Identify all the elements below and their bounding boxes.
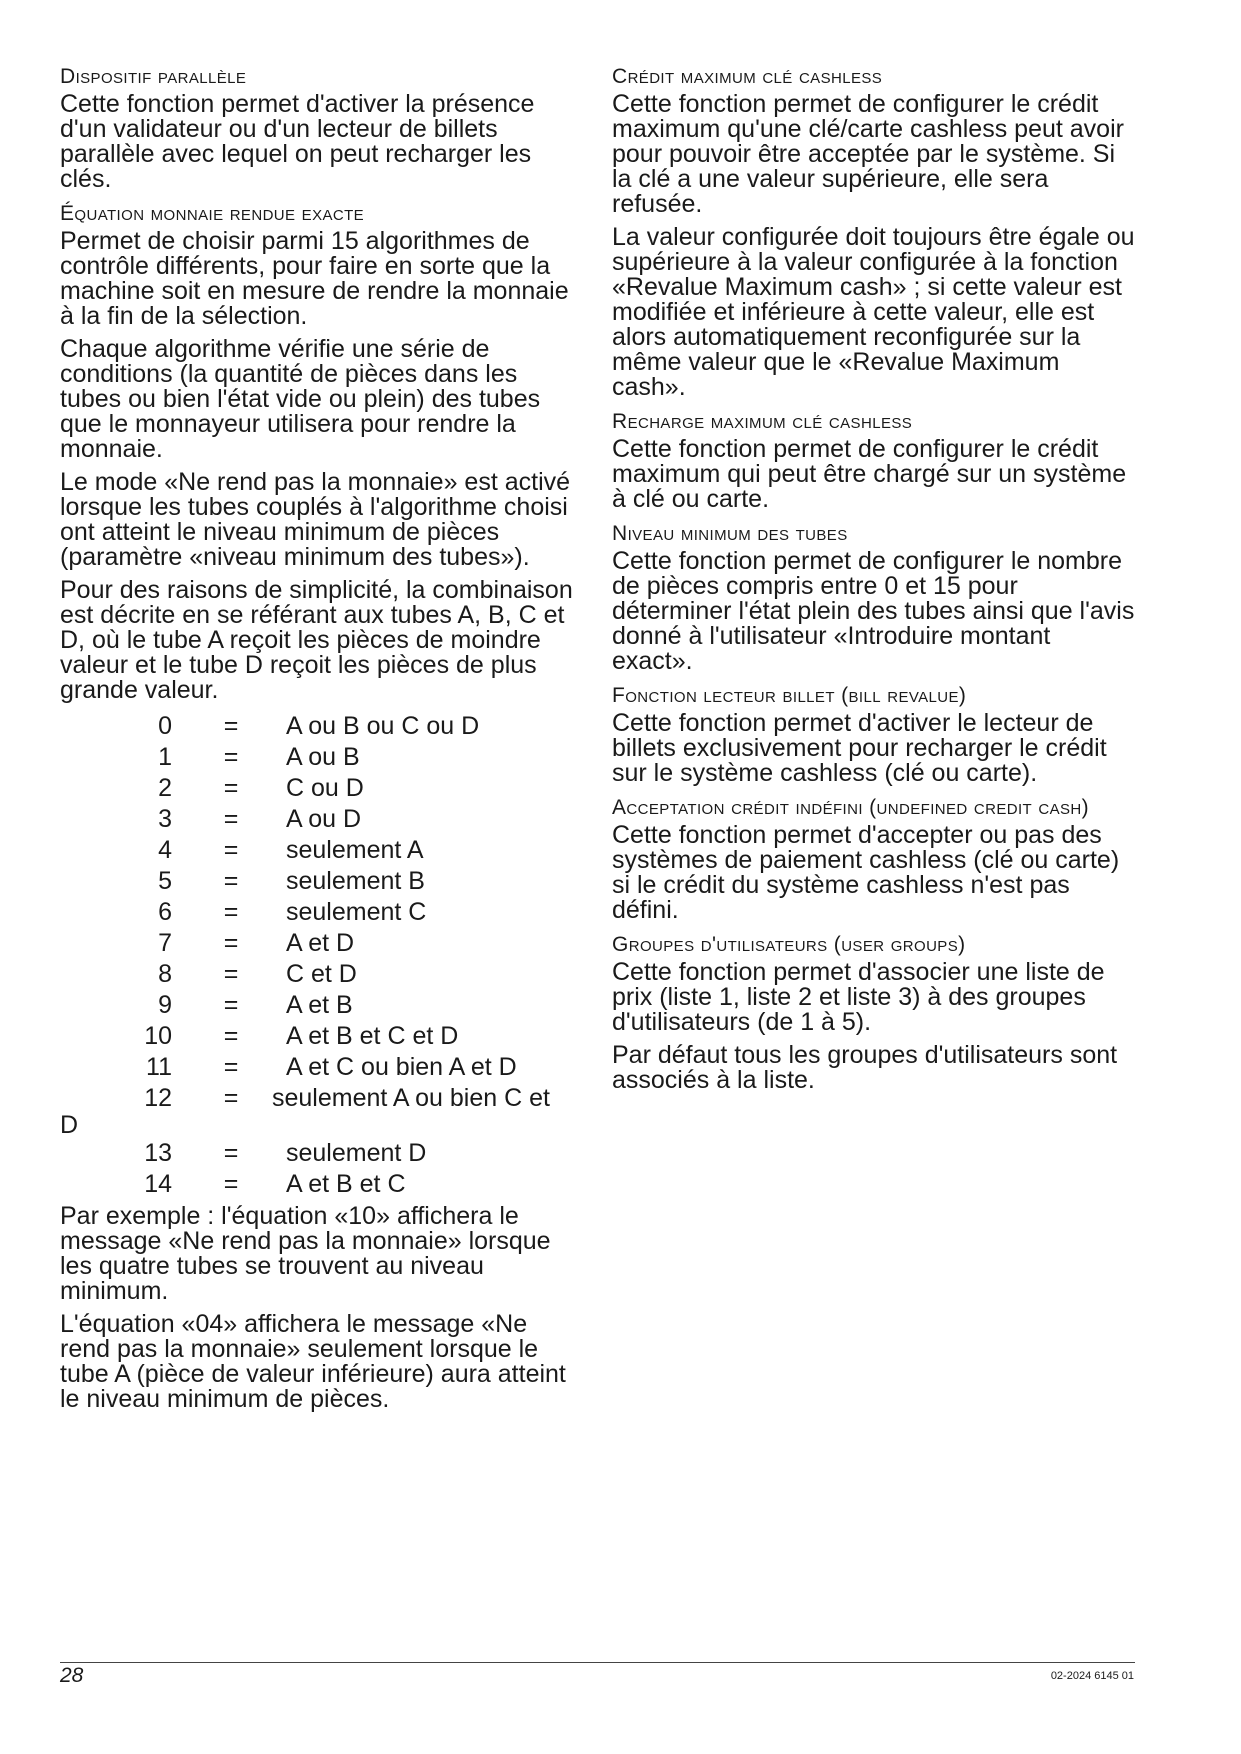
section-heading: Crédit maximum clé cashless	[612, 65, 883, 88]
equals-sign: =	[223, 805, 239, 833]
equation-value: A et B et C et D	[286, 1022, 459, 1050]
section-recharge-maximum	[612, 410, 1137, 512]
equals-sign: =	[223, 712, 239, 740]
section-paragraph: Cette fonction permet d'activer la présence d'un validateur ou d'un lecteur de billets parallèle avec lequel on peut recharger les clés.	[60, 90, 535, 193]
equation-row	[60, 1021, 580, 1052]
equation-value: seulement A ou bien C et	[272, 1084, 550, 1112]
equals-sign: =	[223, 1053, 239, 1081]
section-paragraph: Cette fonction permet de configurer le nombre de pièces compris entre 0 et 15 pour déterminer l'état plein des tubes ainsi que l'avis donné à l'utilisateur «Introduire montant exact».	[612, 547, 1135, 675]
section-paragraph: Cette fonction permet de configurer le crédit maximum qui peut être chargé sur un système à clé ou carte.	[612, 435, 1127, 513]
section-credit-maximum	[612, 65, 1137, 400]
section-paragraph: Cette fonction permet de configurer le crédit maximum qu'une clé/carte cashless peut avoir pour pouvoir être acceptée par le système. Si la clé a une valeur supérieure, elle sera refusée.	[612, 90, 1124, 218]
equals-sign: =	[223, 836, 239, 864]
equation-value: A ou B	[286, 743, 360, 771]
section-groupes-utilisateurs	[612, 933, 1137, 1093]
equals-sign: =	[223, 1022, 239, 1050]
section-paragraph: Cette fonction permet d'accepter ou pas des systèmes de paiement cashless (clé ou carte) si le crédit du système cashless n'est pas défini.	[612, 821, 1120, 924]
section-heading: Acceptation crédit indéfini (undefined credit cash)	[612, 796, 1090, 819]
left-column	[60, 65, 580, 1422]
equation-row	[60, 742, 580, 773]
equation-number: 0	[158, 712, 172, 740]
document-code: 02-2024 6145 01	[1050, 1670, 1134, 1682]
equation-number: 5	[158, 867, 172, 895]
section-paragraph: Par défaut tous les groupes d'utilisateurs sont associés à la liste.	[612, 1041, 1118, 1094]
equation-row	[60, 835, 580, 866]
equation-row	[60, 773, 580, 804]
equals-sign: =	[223, 929, 239, 957]
equals-sign: =	[223, 1170, 239, 1198]
equation-row	[60, 990, 580, 1021]
equals-sign: =	[223, 1084, 239, 1112]
equation-value: A et B	[286, 991, 353, 1019]
equation-row	[60, 1052, 580, 1083]
equation-value: A et B et C	[286, 1170, 406, 1198]
equation-number: 12	[144, 1084, 172, 1112]
equation-list	[60, 711, 580, 1200]
section-paragraph: Par exemple : l'équation «10» affichera le message «Ne rend pas la monnaie» lorsque les quatre tubes se trouvent au niveau minimum.	[60, 1202, 551, 1305]
equation-row	[60, 897, 580, 928]
section-paragraph: Permet de choisir parmi 15 algorithmes de contrôle différents, pour faire en sorte que la machine soit en mesure de rendre la monnaie à la fin de la sélection.	[60, 227, 569, 330]
equation-number: 4	[158, 836, 172, 864]
section-paragraph: L'équation «04» affichera le message «Ne rend pas la monnaie» seulement lorsque le tube A (pièce de valeur inférieure) aura atteint le niveau minimum de pièces.	[60, 1310, 566, 1413]
equals-sign: =	[223, 774, 239, 802]
section-dispositif-parallele	[60, 65, 580, 192]
equation-row	[60, 1138, 580, 1169]
section-paragraph: Cette fonction permet d'activer le lecteur de billets exclusivement pour recharger le crédit sur le système cashless (clé ou carte).	[612, 709, 1107, 787]
equals-sign: =	[223, 743, 239, 771]
section-acceptation-credit	[612, 796, 1137, 923]
right-column	[612, 65, 1137, 1103]
section-heading: Fonction lecteur billet (bill revalue)	[612, 684, 967, 707]
equation-value: C ou D	[286, 774, 364, 802]
section-heading: Niveau minimum des tubes	[612, 522, 848, 545]
equation-number: 14	[144, 1170, 172, 1198]
equation-row	[60, 1083, 580, 1114]
section-equation-monnaie	[60, 202, 580, 1412]
equation-number: 1	[158, 743, 172, 771]
section-paragraph: Cette fonction permet d'associer une liste de prix (liste 1, liste 2 et liste 3) à des groupes d'utilisateurs (de 1 à 5).	[612, 958, 1105, 1036]
equation-value: seulement D	[286, 1139, 427, 1167]
equation-number: 6	[158, 898, 172, 926]
equals-sign: =	[223, 960, 239, 988]
section-paragraph: La valeur configurée doit toujours être égale ou supérieure à la valeur configurée à la fonction «Revalue Maximum cash» ; si cette valeur est modifiée et inférieure à cette valeur, elle est alors automatiquement reconfigurée sur la même valeur que le «Revalue Maximum cash».	[612, 223, 1135, 401]
section-heading: Recharge maximum clé cashless	[612, 410, 913, 433]
equation-value: A ou D	[286, 805, 362, 833]
section-heading: Groupes d'utilisateurs (user groups)	[612, 933, 966, 956]
section-lecteur-billet	[612, 684, 1137, 786]
equation-value: seulement A	[286, 836, 424, 864]
section-paragraph: Le mode «Ne rend pas la monnaie» est activé lorsque les tubes couplés à l'algorithme choisi ont atteint le niveau minimum de pièces (paramètre «niveau minimum des tubes»).	[60, 468, 571, 571]
equation-value: seulement C	[286, 898, 427, 926]
equation-row	[60, 711, 580, 742]
equation-value-continuation: D	[60, 1111, 79, 1139]
equals-sign: =	[223, 1139, 239, 1167]
footer-divider	[60, 1662, 1135, 1663]
equals-sign: =	[223, 898, 239, 926]
equation-number: 8	[158, 960, 172, 988]
equation-row	[60, 928, 580, 959]
equation-number: 7	[158, 929, 172, 957]
equation-value: A ou B ou C ou D	[286, 712, 480, 740]
equation-row	[60, 959, 580, 990]
equation-number: 3	[158, 805, 172, 833]
equation-number: 11	[146, 1053, 172, 1081]
equation-number: 9	[158, 991, 172, 1019]
equals-sign: =	[223, 867, 239, 895]
section-heading: Équation monnaie rendue exacte	[60, 202, 365, 225]
section-paragraph: Chaque algorithme vérifie une série de conditions (la quantité de pièces dans les tubes ou bien l'état vide ou plein) des tubes que le monnayeur utilisera pour rendre la monnaie.	[60, 335, 541, 463]
page-number: 28	[60, 1664, 84, 1687]
equals-sign: =	[223, 991, 239, 1019]
equation-number: 13	[144, 1139, 172, 1167]
equation-row	[60, 804, 580, 835]
equation-value: seulement B	[286, 867, 425, 895]
equation-value: C et D	[286, 960, 357, 988]
equation-row	[60, 1169, 580, 1200]
section-niveau-minimum	[612, 522, 1137, 674]
section-heading: Dispositif parallèle	[60, 65, 247, 88]
equation-number: 10	[144, 1022, 172, 1050]
equation-value: A et C ou bien A et D	[286, 1053, 517, 1081]
equation-row	[60, 866, 580, 897]
section-paragraph: Pour des raisons de simplicité, la combinaison est décrite en se référant aux tubes A, B, C et D, où le tube A reçoit les pièces de moindre valeur et le tube D reçoit les pièces de plus grande valeur.	[60, 576, 573, 704]
equation-value: A et D	[286, 929, 355, 957]
equation-number: 2	[158, 774, 172, 802]
